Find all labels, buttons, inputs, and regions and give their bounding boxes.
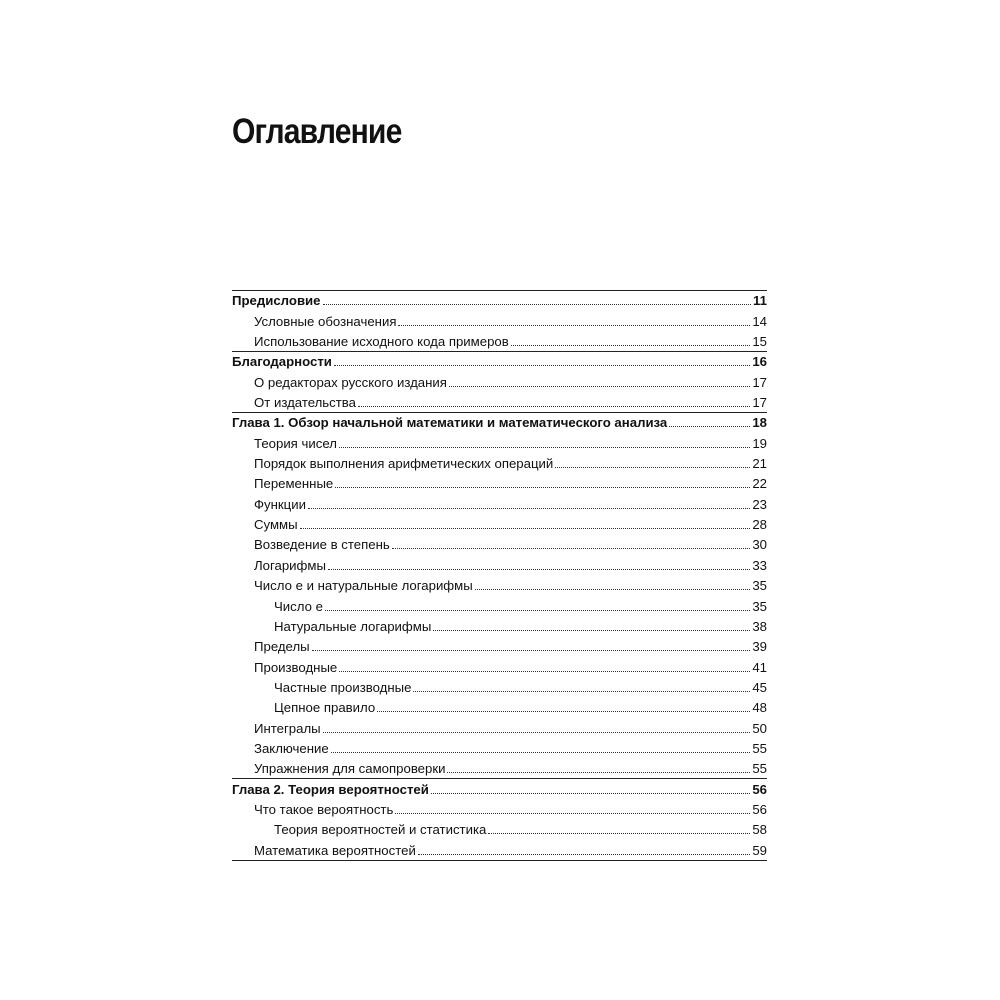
toc-page-number: 16 — [752, 354, 767, 370]
dot-leader — [433, 630, 750, 631]
toc-entry[interactable] — [232, 514, 767, 534]
toc-entry-title: Заключение — [254, 740, 329, 756]
toc-entry-title: О редакторах русского издания — [254, 374, 447, 390]
toc-entry-title: Возведение в степень — [254, 537, 390, 553]
toc-entry-title: Теория чисел — [254, 435, 337, 451]
dot-leader — [398, 325, 750, 326]
dot-leader — [475, 589, 751, 590]
dot-leader — [392, 548, 751, 549]
toc-page-number: 50 — [752, 720, 767, 736]
dot-leader — [511, 345, 751, 346]
toc-entry-title: Функции — [254, 496, 306, 512]
toc-page-number: 56 — [752, 801, 767, 817]
toc-page-number: 33 — [752, 557, 767, 573]
dot-leader — [323, 732, 751, 733]
dot-leader — [488, 833, 750, 834]
toc-page-number: 48 — [752, 700, 767, 716]
toc-entry[interactable] — [232, 493, 767, 513]
toc-entry[interactable] — [232, 331, 767, 351]
toc-page-number: 28 — [752, 517, 767, 533]
toc-page-number: 38 — [752, 618, 767, 634]
toc-entry-title: Частные производные — [274, 679, 412, 695]
toc-entry[interactable] — [232, 575, 767, 595]
toc-entry-title: Число e и натуральные логарифмы — [254, 578, 473, 594]
dot-leader — [413, 691, 750, 692]
toc-entry[interactable] — [232, 819, 767, 839]
dot-leader — [331, 752, 751, 753]
table-of-contents — [232, 290, 767, 861]
dot-leader — [418, 854, 751, 855]
toc-section-entry[interactable] — [232, 778, 767, 798]
dot-leader — [555, 467, 750, 468]
toc-page-number: 22 — [752, 476, 767, 492]
toc-entry-title: Предисловие — [232, 293, 321, 309]
dot-leader — [431, 793, 750, 794]
toc-entry[interactable] — [232, 839, 767, 859]
toc-entry[interactable] — [232, 371, 767, 391]
toc-entry-title: Использование исходного кода примеров — [254, 334, 509, 350]
dot-leader — [312, 650, 751, 651]
toc-entry-title: Натуральные логарифмы — [274, 618, 432, 634]
toc-entry[interactable] — [232, 616, 767, 636]
toc-entry[interactable] — [232, 453, 767, 473]
toc-page-number: 56 — [752, 781, 767, 797]
dot-leader — [328, 569, 750, 570]
dot-leader — [300, 528, 751, 529]
toc-page-number: 41 — [752, 659, 767, 675]
toc-entry[interactable] — [232, 392, 767, 412]
toc-entry-title: Что такое вероятность — [254, 801, 394, 817]
toc-entry[interactable] — [232, 554, 767, 574]
dot-leader — [377, 711, 750, 712]
dot-leader — [669, 426, 750, 427]
toc-entry-title: От издательства — [254, 395, 357, 411]
toc-entry[interactable] — [232, 432, 767, 452]
toc-page-number: 23 — [752, 496, 767, 512]
dot-leader — [395, 813, 750, 814]
dot-leader — [334, 365, 750, 366]
toc-page-number: 45 — [752, 679, 767, 695]
toc-entry-title: Порядок выполнения арифметических операций — [254, 456, 554, 472]
toc-page-number: 17 — [752, 395, 767, 411]
toc-page-number: 19 — [752, 435, 767, 451]
toc-page-number: 39 — [752, 639, 767, 655]
toc-entry[interactable] — [232, 473, 767, 493]
toc-page-number: 15 — [752, 334, 767, 350]
dot-leader — [323, 304, 752, 305]
toc-entry-title: Упражнения для самопроверки — [254, 761, 446, 777]
toc-page-number: 18 — [752, 415, 767, 431]
dot-leader — [449, 386, 750, 387]
toc-entry[interactable] — [232, 799, 767, 819]
toc-page-number: 35 — [752, 598, 767, 614]
toc-page-number: 59 — [752, 842, 767, 858]
toc-entry-title: Глава 2. Теория вероятностей — [232, 781, 429, 797]
toc-entry-title: Благодарности — [232, 354, 332, 370]
dot-leader — [308, 508, 750, 509]
toc-page-number: 14 — [752, 313, 767, 329]
dot-leader — [339, 447, 750, 448]
dot-leader — [447, 772, 750, 773]
toc-page-number: 17 — [752, 374, 767, 390]
toc-entry-title: Теория вероятностей и статистика — [274, 822, 487, 838]
toc-entry[interactable] — [232, 656, 767, 676]
toc-page-number: 11 — [753, 293, 767, 309]
toc-entry[interactable] — [232, 738, 767, 758]
toc-page-number: 55 — [752, 740, 767, 756]
dot-leader — [325, 610, 750, 611]
dot-leader — [339, 671, 750, 672]
toc-entry-title: Переменные — [254, 476, 334, 492]
toc-section-entry[interactable] — [232, 351, 767, 371]
toc-entry-title: Условные обозначения — [254, 313, 397, 329]
toc-page-number: 21 — [752, 456, 767, 472]
toc-page-number: 30 — [752, 537, 767, 553]
toc-entry[interactable] — [232, 310, 767, 330]
toc-entry-title: Интегралы — [254, 720, 321, 736]
toc-page-number: 58 — [752, 822, 767, 838]
toc-bottom-rule — [232, 860, 767, 861]
toc-entry[interactable] — [232, 636, 767, 656]
toc-entry[interactable] — [232, 595, 767, 615]
toc-entry-title: Математика вероятностей — [254, 842, 416, 858]
toc-page-number: 35 — [752, 578, 767, 594]
toc-entry-title: Глава 1. Обзор начальной математики и математического анализа — [232, 415, 668, 431]
toc-entry[interactable] — [232, 758, 767, 778]
toc-entry[interactable] — [232, 697, 767, 717]
toc-entry[interactable] — [232, 717, 767, 737]
toc-section-entry[interactable] — [232, 412, 767, 432]
page-title: Оглавление — [232, 112, 402, 151]
toc-entry-title: Производные — [254, 659, 338, 675]
toc-entry-title: Логарифмы — [254, 557, 326, 573]
toc-entry-title: Цепное правило — [274, 700, 376, 716]
toc-entry-title: Число e — [274, 598, 323, 614]
toc-entry[interactable] — [232, 677, 767, 697]
toc-entry[interactable] — [232, 534, 767, 554]
toc-page-number: 55 — [752, 761, 767, 777]
dot-leader — [358, 406, 750, 407]
toc-entry-title: Пределы — [254, 639, 310, 655]
dot-leader — [335, 487, 750, 488]
toc-section-entry[interactable] — [232, 290, 767, 310]
toc-entry-title: Суммы — [254, 517, 298, 533]
